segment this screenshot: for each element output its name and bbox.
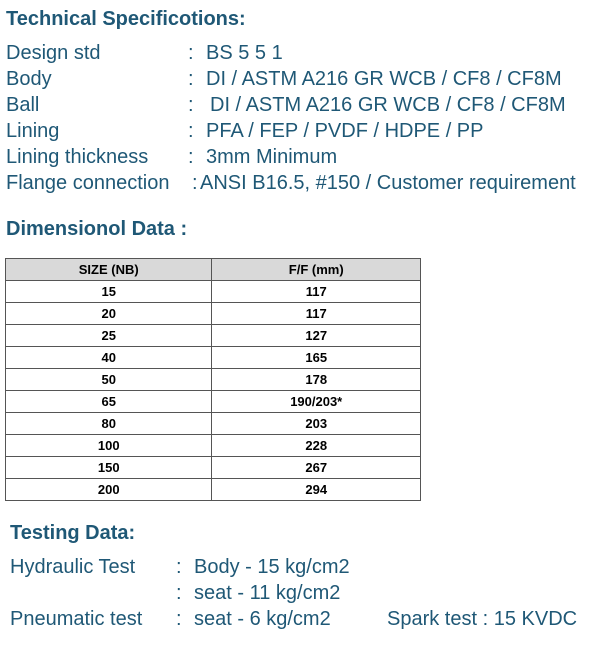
ff-cell: 267: [212, 457, 421, 479]
size-cell: 200: [6, 479, 212, 501]
ff-cell: 117: [212, 303, 421, 325]
table-row: [6, 413, 421, 435]
size-cell: 80: [6, 413, 212, 435]
spec-colon: :: [188, 94, 194, 116]
ff-cell: 165: [212, 347, 421, 369]
table-row: [6, 325, 421, 347]
table-row: [6, 369, 421, 391]
hydraulic-seat-colon: :: [176, 582, 182, 604]
column-header-ff: F/F (mm): [212, 259, 421, 281]
spec-colon: :: [188, 68, 194, 90]
spec-label: Lining: [6, 120, 60, 142]
table-row: [6, 281, 421, 303]
size-cell: 15: [6, 281, 212, 303]
table-row: [6, 303, 421, 325]
size-cell: 40: [6, 347, 212, 369]
ff-cell: 228: [212, 435, 421, 457]
spec-label: Design std: [6, 42, 101, 64]
spec-colon: :: [188, 120, 194, 142]
spec-colon: :: [192, 172, 198, 194]
hydraulic-test-label: Hydraulic Test: [10, 556, 136, 578]
size-cell: 50: [6, 369, 212, 391]
spec-value: ANSI B16.5, #150 / Customer requirement: [200, 172, 576, 194]
spec-value: PFA / FEP / PVDF / HDPE / PP: [206, 120, 484, 142]
size-cell: 25: [6, 325, 212, 347]
spec-value: BS 5 5 1: [206, 42, 283, 64]
hydraulic-test-row: [10, 556, 600, 582]
column-header-size: SIZE (NB): [6, 259, 212, 281]
spec-label: Body: [6, 68, 52, 90]
hydraulic-seat-row: [10, 582, 600, 608]
dimensional-data-table: [5, 258, 421, 501]
spec-value: DI / ASTM A216 GR WCB / CF8 / CF8M: [210, 94, 566, 116]
spec-label: Lining thickness: [6, 146, 149, 168]
ff-cell: 294: [212, 479, 421, 501]
table-row: [6, 435, 421, 457]
pneumatic-seat-value: seat - 6 kg/cm2: [194, 608, 331, 630]
spark-test-value: Spark test : 15 KVDC: [387, 608, 578, 630]
table-row: [6, 391, 421, 413]
spec-colon: :: [188, 42, 194, 64]
size-cell: 65: [6, 391, 212, 413]
pneumatic-test-row: [10, 608, 600, 634]
testing-data-heading: Testing Data:: [10, 522, 136, 544]
hydraulic-seat-value: seat - 11 kg/cm2: [194, 582, 341, 604]
spec-label: Flange connection: [6, 172, 170, 194]
pneumatic-test-label: Pneumatic test: [10, 608, 143, 630]
hydraulic-body-value: Body - 15 kg/cm2: [194, 556, 350, 578]
size-cell: 150: [6, 457, 212, 479]
size-cell: 100: [6, 435, 212, 457]
table-row: [6, 479, 421, 501]
hydraulic-test-colon: :: [176, 556, 182, 578]
spec-colon: :: [188, 146, 194, 168]
ff-cell: 203: [212, 413, 421, 435]
spec-value: 3mm Minimum: [206, 146, 338, 168]
pneumatic-test-colon: :: [176, 608, 182, 630]
table-row: [6, 457, 421, 479]
dimensional-data-heading: Dimensionol Data :: [6, 218, 188, 240]
ff-cell: 190/203*: [212, 391, 421, 413]
size-cell: 20: [6, 303, 212, 325]
technical-specifications-heading: Technical Specificotions:: [6, 8, 246, 30]
table-row: [6, 347, 421, 369]
ff-cell: 178: [212, 369, 421, 391]
ff-cell: 117: [212, 281, 421, 303]
spec-label: Ball: [6, 94, 40, 116]
table-header-row: [6, 259, 421, 281]
spec-value: DI / ASTM A216 GR WCB / CF8 / CF8M: [206, 68, 562, 90]
ff-cell: 127: [212, 325, 421, 347]
